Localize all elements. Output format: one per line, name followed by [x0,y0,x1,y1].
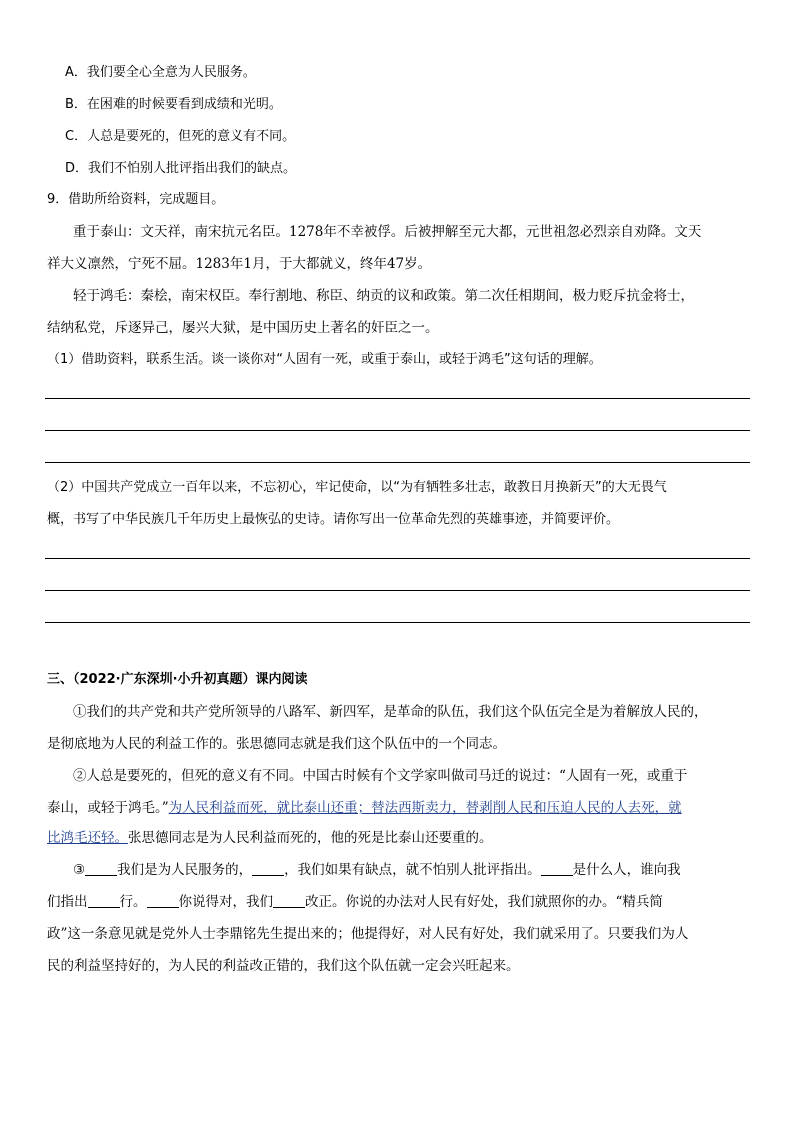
passage-p1-line-2: 是彻底地为人民的利益工作的。张思德同志就是我们这个队伍中的一个同志。 [47,736,506,752]
paragraph-number: ③ [73,862,86,878]
passage-p3-line-1 [73,860,681,880]
material-2-line-1: 轻于鸿毛：秦桧，南宋权臣。奉行割地、称臣、纳贡的议和政策。第二次任相期间，极力贬斥抗金将士， [73,288,694,304]
fill-blank-1[interactable] [85,861,117,876]
underlined-sentence-end: 比鸿毛还轻。 [47,830,128,846]
underlined-sentence: 为人民利益而死，就比泰山还重；替法西斯卖力，替剥削人民和压迫人民的人去死，就 [168,800,682,816]
question-9-title: 9．借助所给资料，完成题目。 [47,192,225,207]
answer-line[interactable] [45,622,750,623]
answer-line[interactable] [45,430,750,431]
sub-question-2-line-2: 概，书写了中华民族几千年历史上最恢弘的史诗。请你写出一位革命先烈的英雄事迹，并简要评价。 [47,512,620,527]
fill-blank-5[interactable] [147,893,179,908]
passage-p2-line-1: ②人总是要死的，但死的意义有不同。中国古时候有个文学家叫做司马迁的说过：“人固有一死，或重于 [73,768,688,784]
material-2-line-2: 结纳私党，斥逐异己，屡兴大狱，是中国历史上著名的奸臣之一。 [47,320,439,336]
passage-p2-line-2 [47,798,682,818]
passage-text: 们指出 [47,894,88,910]
quote-text: 泰山，或轻于鸿毛。” [47,800,169,816]
fill-blank-6[interactable] [273,893,305,908]
passage-p3-line-2 [47,892,663,912]
passage-text: 改正。你说的办法对人民有好处，我们就照你的办。“精兵简 [305,894,663,910]
option-a: A．我们要全心全意为人民服务。 [65,65,256,80]
passage-p3-line-3: 政”这一条意见就是党外人士李鼎铭先生提出来的；他提得好，对人民有好处，我们就采用了。只要我们为人 [47,926,689,942]
passage-p2-line-3 [47,828,493,848]
answer-line[interactable] [45,590,750,591]
option-c: C．人总是要死的，但死的意义有不同。 [65,129,296,144]
passage-p1-line-1: ①我们的共产党和共产党所领导的八路军、新四军，是革命的队伍，我们这个队伍完全是为着解放人民的， [73,704,708,720]
option-b: B．在困难的时候要看到成绩和光明。 [65,97,282,112]
fill-blank-3[interactable] [541,861,573,876]
option-d: D．我们不怕别人批评指出我们的缺点。 [65,161,297,176]
sub-question-1: （1）借助资料，联系生活。谈一谈你对“人固有一死，或重于泰山，或轻于鸿毛”这句话的理解。 [47,352,602,367]
passage-text: 是什么人，谁向我 [572,862,681,878]
passage-text: 行。 [119,894,147,910]
section-3-heading: 三、（2022·广东深圳·小升初真题）课内阅读 [47,672,308,687]
passage-text: 张思德同志是为人民利益而死的，他的死是比泰山还要重的。 [128,830,493,846]
sub-question-2-line-1: （2）中国共产党成立一百年以来，不忘初心，牢记使命，以“为有牺牲多壮志，敢教日月换新天”的大无畏气 [47,480,667,495]
passage-text: 我们是为人民服务的， [117,862,253,878]
answer-line[interactable] [45,462,750,463]
answer-line[interactable] [45,558,750,559]
passage-text: 你说得对，我们 [178,894,273,910]
material-1-line-2: 祥大义凛然，宁死不屈。1283年1月，于大都就义，终年47岁。 [47,256,432,272]
passage-p3-line-4: 民的利益坚持好的，为人民的利益改正错的，我们这个队伍就一定会兴旺起来。 [47,958,520,974]
material-1-line-1: 重于泰山：文天祥，南宋抗元名臣。1278年不幸被俘。后被押解至元大都，元世祖忽必烈亲自劝降。文天 [73,224,702,240]
fill-blank-2[interactable] [252,861,284,876]
fill-blank-4[interactable] [88,893,120,908]
passage-text: ，我们如果有缺点，就不怕别人批评指出。 [284,862,541,878]
answer-line[interactable] [45,398,750,399]
